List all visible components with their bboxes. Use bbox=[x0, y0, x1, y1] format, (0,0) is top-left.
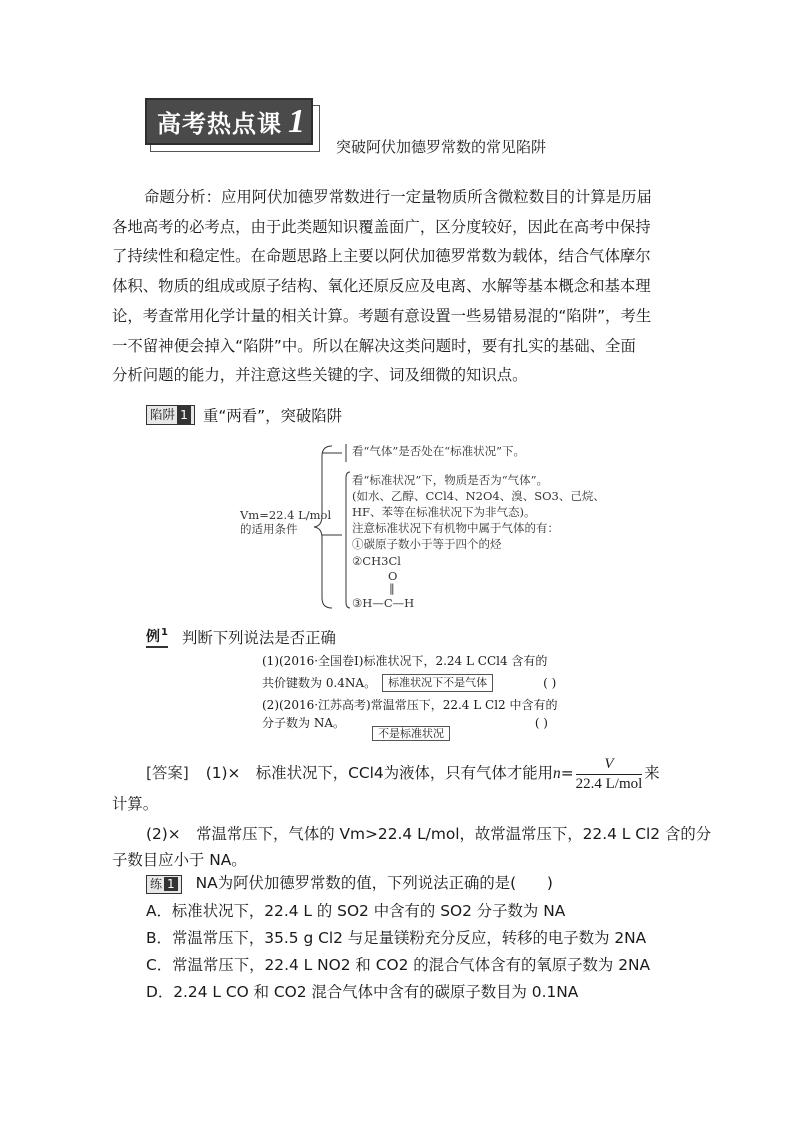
option-a: A．标准状况下，22.4 L 的 SO2 中含有的 SO2 分子数为 NA bbox=[146, 902, 566, 920]
intro-line: 论，考查常用化学计量的相关计算。考题有意设置一些易错易混的“陷阱”，考生 bbox=[112, 306, 652, 325]
example-heading bbox=[146, 626, 336, 648]
question-2-note-wrap bbox=[372, 722, 450, 744]
question-1-line-1: (1)(2016·全国卷Ⅰ)标准状况下，2.24 L CCl4 含有的 bbox=[262, 654, 548, 668]
example-title: 判断下列说法是否正确 bbox=[181, 629, 336, 647]
question-2-answer-blank: ( ) bbox=[534, 716, 548, 730]
answer-1-cont: 计算。 bbox=[112, 795, 159, 813]
question-1-note: 标准状况下不是气体 bbox=[382, 674, 493, 692]
diagram-row: 注意标准状况下有机物中属于气体的有： bbox=[352, 521, 559, 535]
trap-title: 重“两看”，突破陷阱 bbox=[202, 407, 343, 425]
conditions-diagram bbox=[230, 438, 630, 616]
diagram-label: Vm=22.4 L/mol 的适用条件 bbox=[240, 508, 332, 536]
diagram-row: 看“气体”是否处在“标准状况”下。 bbox=[352, 444, 526, 458]
diagram-row: HF、苯等在标准状况下为非气态)。 bbox=[352, 505, 536, 519]
badge-text: 高考热点课 bbox=[157, 109, 282, 138]
diagram-row: ②CH3Cl bbox=[352, 554, 401, 568]
diagram-row: 看“标准状况”下，物质是否为“气体”。 bbox=[352, 473, 549, 487]
intro-paragraph bbox=[112, 183, 684, 391]
intro-line: 分析问题的能力，并注意这些关键的字、词及细微的知识点。 bbox=[112, 366, 528, 385]
question-2-line-2: 分子数为 NA。 ( ) bbox=[262, 716, 548, 730]
diagram-row: ‖ bbox=[389, 581, 395, 595]
answer-2-line-1: (2)× 常温常压下，气体的 Vm>22.4 L/mol，故常温常压下，22.4 L Cl2 含的分 bbox=[146, 825, 712, 843]
option-c: C．常温常压下，22.4 L NO2 和 CO2 的混合气体含有的氧原子数为 2NA bbox=[146, 956, 651, 974]
answer-2-line-2: 子数目应小于 NA。 bbox=[112, 851, 247, 869]
intro-line: 了持续性和稳定性。在命题思路上主要以阿伏加德罗常数为载体，结合气体摩尔 bbox=[112, 247, 651, 266]
formula-fraction: $\frac{V}{\text{22.4 L/mol}}$ bbox=[575, 756, 643, 792]
option-d: D．2.24 L CO 和 CO2 混合气体中含有的碳原子数目为 0.1NA bbox=[146, 983, 579, 1001]
intro-line: 命题分析：应用阿伏加德罗常数进行一定量物质所含微粒数目的计算是历届 bbox=[144, 188, 652, 206]
diagram-row: O bbox=[388, 569, 398, 583]
question-1-answer-blank: ( ) bbox=[543, 676, 557, 690]
answer-1: [答案] (1)× 标准状况下，CCl4为液体，只有气体才能用n= $\frac{V}{\text{22.4 L/mol}}$ 来 bbox=[146, 756, 660, 792]
option-b: B．常温常压下，35.5 g Cl2 与足量镁粉充分反应，转移的电子数为 2NA bbox=[146, 929, 647, 947]
intro-line: 一不留神便会掉入“陷阱”中。所以在解决这类问题时，要有扎实的基础、全面 bbox=[112, 336, 636, 355]
diagram-row: (如水、乙醇、CCl4、N2O4、溴、SO3、己烷、 bbox=[352, 489, 605, 503]
diagram-row: ③H—C—H bbox=[352, 596, 415, 610]
diagram-row: ①碳原子数小于等于四个的烃 bbox=[352, 537, 502, 551]
practice-tag: 练 1 bbox=[146, 875, 182, 894]
question-2-line-1: (2)(2016·江苏高考)常温常压下，22.4 L Cl2 中含有的 bbox=[262, 698, 558, 712]
practice-stem: 练 1 NA为阿伏加德罗常数的值，下列说法正确的是( ) bbox=[146, 870, 553, 897]
trap-tag: 陷阱 1 bbox=[146, 405, 195, 425]
intro-line: 各地高考的必考点，由于此类题知识覆盖面广，区分度较好，因此在高考中保持 bbox=[112, 217, 651, 236]
answer-label: [答案] bbox=[146, 764, 189, 782]
trap-heading bbox=[146, 404, 342, 426]
badge-number: 1 bbox=[288, 102, 305, 140]
page-subtitle: 突破阿伏加德罗常数的常见陷阱 bbox=[336, 138, 547, 156]
question-2-note: 不是标准状况 bbox=[372, 726, 450, 741]
intro-line: 体积、物质的组成或原子结构、氧化还原反应及电离、水解等基本概念和基本理 bbox=[112, 277, 651, 296]
example-mark: 例$^1$ bbox=[146, 626, 168, 648]
question-1-line-2: 共价键数为 0.4NA。 标准状况下不是气体 ( ) bbox=[262, 672, 556, 694]
section-badge bbox=[145, 98, 313, 145]
